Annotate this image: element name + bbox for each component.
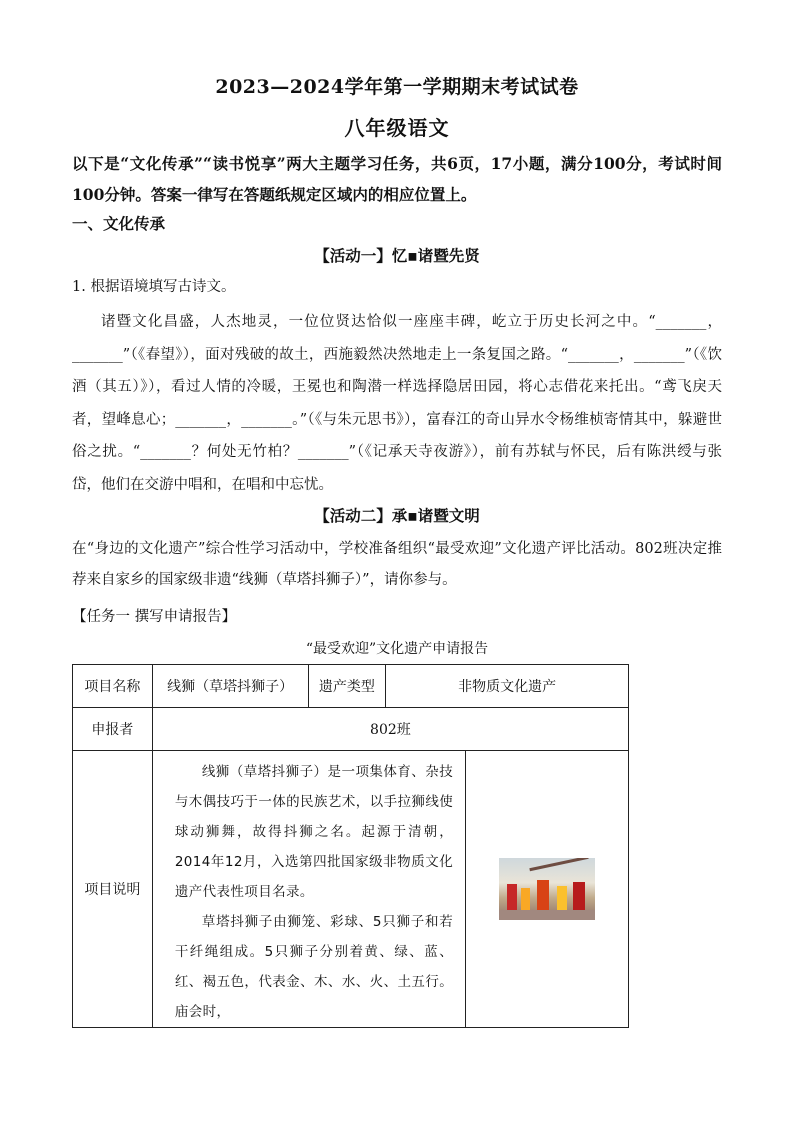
value-heritage-type: 非物质文化遗产 (386, 665, 629, 708)
exam-subtitle: 八年级语文 (344, 116, 450, 140)
project-description-text (152, 751, 465, 1028)
value-applicant: 802班 (152, 708, 628, 751)
table-row (73, 665, 629, 708)
activity-one-heading: 【活动一】忆▪诸暨先贤 (314, 246, 480, 265)
value-project-name: 线狮（草塔抖狮子） (152, 665, 308, 708)
task-one-heading: 【任务一 撰写申请报告】 (72, 609, 237, 625)
description-paragraph: 草塔抖狮子由狮笼、彩球、5只狮子和若干纤绳组成。5只狮子分别着黄、绿、蓝、红、褐五色，代表金、木、水、火、土五行。庙会时， (174, 914, 454, 1020)
question-one-passage: 诸暨文化昌盛，人杰地灵，一位位贤达恰似一座座丰碑，屹立于历史长河之中。“_______，_______”（《春望》），面对残破的故土，西施毅然决然地走上一条复国之路。“_______，_______”（《饮酒（其五）》），看过人情的冷暖，王冕也和陶潜一样选择隐居田园，将心志借花来托出。“鸢飞戾天者，望峰息心；_______，_______。”（《与朱元思书》），富春江的奇山异水令杨维桢寄情其中，躲避世俗之扰。“_______？何处无竹柏？_______”（《记承天寺夜游》），前有苏轼与怀民，后有陈洪绶与张岱，他们在交游中唱和，在唱和中忘忧。 (72, 314, 722, 493)
lion-dance-photo (499, 858, 595, 920)
activity-two-description: 在“身边的文化遗产”综合性学习活动中，学校准备组织“最受欢迎”文化遗产评比活动。802班决定推荐来自家乡的国家级非遗“线狮（草塔抖狮子）”，请你参与。 (72, 541, 722, 588)
exam-instructions: 以下是“文化传承”“读书悦享”两大主题学习任务，共6页，17小题，满分100分，考试时间100分钟。答案一律写在答题纸规定区域内的相应位置上。 (72, 154, 722, 204)
label-project-name: 项目名称 (73, 665, 153, 708)
activity-two-heading: 【活动二】承▪诸暨文明 (314, 506, 480, 525)
label-project-description: 项目说明 (73, 751, 153, 1028)
label-heritage-type: 遗产类型 (308, 665, 386, 708)
table-row (73, 751, 629, 1028)
report-caption: “最受欢迎”文化遗产申请报告 (305, 641, 489, 657)
exam-title: 2023—2024学年第一学期期末考试试卷 (215, 76, 579, 98)
photo-cell (466, 751, 629, 1028)
section-heading-culture: 一、文化传承 (72, 214, 166, 233)
table-row (73, 708, 629, 751)
question-one-label: 1. 根据语境填写古诗文。 (72, 279, 236, 295)
application-report-table (72, 664, 629, 1028)
description-paragraph: 线狮（草塔抖狮子）是一项集体育、杂技与木偶技巧于一体的民族艺术，以手拉狮线使球动狮舞，故得抖狮之名。起源于清朝，2014年12月，入选第四批国家级非物质文化遗产代表性项目名录。 (174, 764, 454, 900)
label-applicant: 申报者 (73, 708, 153, 751)
